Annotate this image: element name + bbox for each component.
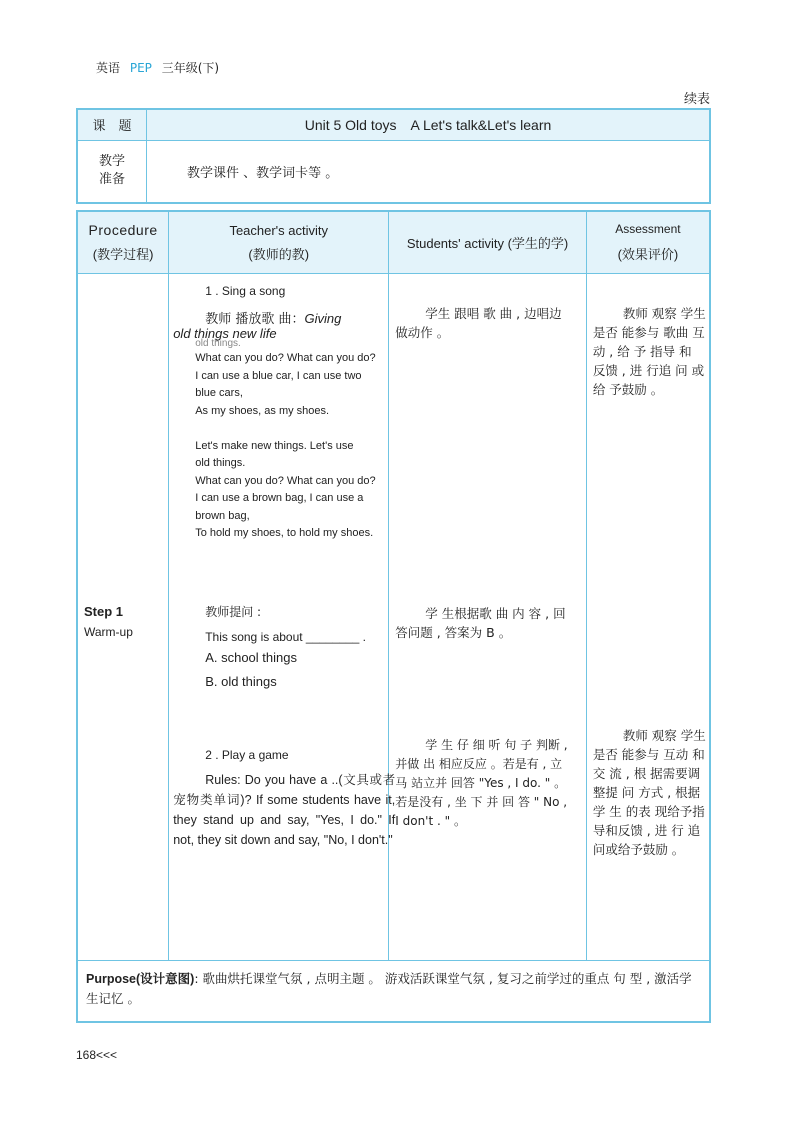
step-label: Step 1 bbox=[84, 604, 124, 620]
teacher-header bbox=[169, 211, 389, 274]
sing-song-title-1: Giving bbox=[304, 311, 342, 327]
song-line: To hold my shoes, to hold my shoes. bbox=[195, 527, 374, 540]
song-line: What can you do? What can you do? bbox=[195, 352, 376, 365]
continued-label: 续表 bbox=[683, 92, 710, 107]
edition: PEP bbox=[129, 61, 152, 75]
assessment-header-en: Assessment bbox=[615, 222, 681, 237]
step-row bbox=[77, 274, 710, 961]
page-header bbox=[96, 59, 219, 76]
song-line: brown bag, bbox=[195, 509, 250, 522]
game-rules: Rules: Do you have a ..(文具或者宠物类单词)? If some students have it, they stand up and say, "Yes, I do." If not, they sit down and say, "No, I don't." bbox=[173, 773, 396, 848]
step-name: Warm-up bbox=[84, 625, 133, 640]
game-title: 2 . Play a game bbox=[205, 748, 289, 763]
assessment-2: 教师 观察 学生是否 能参与 互动 和 交 流 , 根 据需要调 整提 问 方式 , 根据 学 生 的表 现给予指导和反馈 , 进 行 追 问或给予鼓励 。 bbox=[592, 728, 706, 858]
subject: 英语 bbox=[96, 61, 121, 75]
step-cell bbox=[77, 274, 169, 961]
question-intro: 教师提问 : bbox=[205, 605, 262, 620]
procedure-header-en: Procedure bbox=[88, 222, 158, 239]
header-row bbox=[77, 211, 710, 274]
purpose-text: : 歌曲烘托课堂气氛 , 点明主题 。 游戏活跃课堂气氛 , 复习之前学过的重点 句 型 , 激活学生记忆 。 bbox=[86, 970, 692, 1006]
sing-song-title-2: old things new life bbox=[173, 326, 277, 342]
question: This song is about ________ . bbox=[205, 630, 366, 645]
assessment-header bbox=[586, 211, 710, 274]
purpose-label: Purpose(设计意图) bbox=[86, 971, 195, 986]
song-line: old things. bbox=[195, 457, 246, 470]
procedure-header-cn: (教学过程) bbox=[92, 247, 154, 263]
teacher-cell bbox=[169, 274, 396, 961]
students-activity-2: 学 生根据歌 曲 内 容 , 回答问题 , 答案为 B 。 bbox=[395, 606, 566, 641]
prep-label: 教学 准备 bbox=[77, 140, 147, 203]
page-number: 168<<< bbox=[76, 1048, 118, 1062]
teacher-header-cn: (教师的教) bbox=[248, 246, 310, 262]
song-line bbox=[195, 420, 395, 438]
students-header: Students' activity (学生的学) bbox=[389, 211, 587, 274]
sing-title: 1 . Sing a song bbox=[205, 284, 286, 299]
assessment-cell bbox=[586, 274, 710, 961]
song-line: What can you do? What can you do? bbox=[195, 474, 376, 487]
topic-label: 课 题 bbox=[77, 109, 147, 140]
students-activity-3: 学 生 仔 细 听 句 子 判断 , 并做 出 相应反应 。若是有 , 立 马 站立并 回答 "Yes , I do. " 。 若是没有 , 坐 下 并 回 答 " No , I don't . " 。 bbox=[395, 738, 568, 829]
purpose-cell bbox=[77, 960, 710, 1022]
prep-content: 教学课件 、教学词卡等 。 bbox=[147, 140, 711, 203]
students-activity-1: 学生 跟唱 歌 曲 , 边唱边做动作 。 bbox=[395, 306, 562, 341]
lesson-info-table bbox=[76, 108, 711, 204]
procedure-header bbox=[77, 211, 169, 274]
song-line: I can use a brown bag, I can use a bbox=[195, 492, 364, 505]
song-line: I can use a blue car, I can use two bbox=[195, 369, 362, 382]
students-cell bbox=[389, 274, 587, 961]
procedure-table bbox=[76, 210, 711, 1023]
assessment-header-cn: (效果评价) bbox=[617, 247, 679, 263]
assessment-1: 教师 观察 学生是否 能参与 歌曲 互 动 , 给 予 指导 和 反馈 , 进 行追 问 或 给 予鼓励 。 bbox=[592, 306, 706, 398]
song-line: blue cars, bbox=[195, 387, 243, 400]
song-line: As my shoes, as my shoes. bbox=[195, 404, 330, 417]
grade: 三年级(下) bbox=[161, 61, 220, 75]
song-lyrics bbox=[195, 338, 395, 543]
option-a: A. school things bbox=[205, 650, 297, 666]
option-b: B. old things bbox=[205, 674, 277, 690]
song-line: old things. bbox=[195, 338, 241, 350]
teacher-header-en: Teacher's activity bbox=[229, 222, 329, 238]
song-line: Let's make new things. Let's use bbox=[195, 439, 354, 452]
sing-intro: 教师 播放歌 曲： bbox=[205, 312, 305, 328]
lesson-topic: Unit 5 Old toys A Let's talk&Let's learn bbox=[147, 109, 711, 140]
